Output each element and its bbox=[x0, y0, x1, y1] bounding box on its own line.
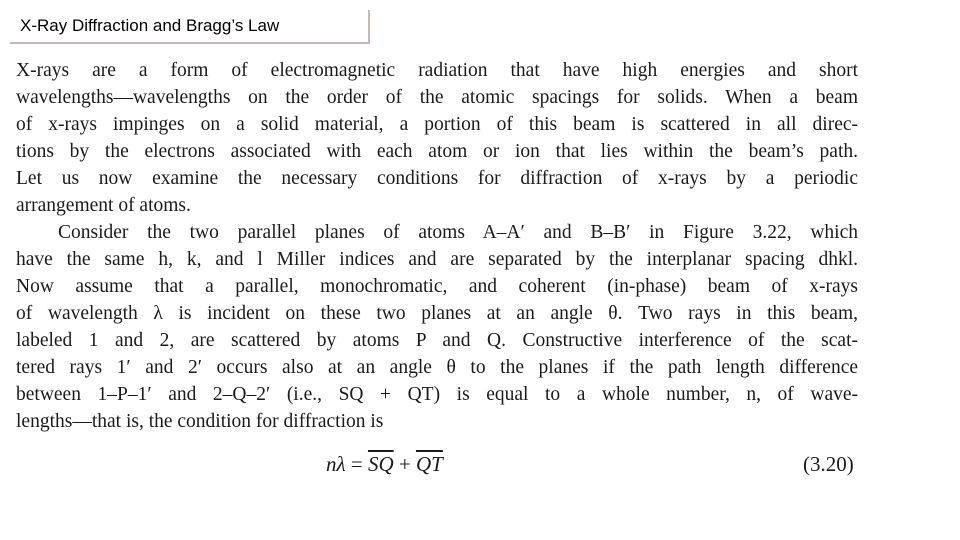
slide-title-box bbox=[10, 10, 370, 44]
text-line: Consider the two parallel planes of atoms A–A′ and B–B′ in Figure 3.22, which bbox=[58, 222, 858, 243]
text-line: labeled 1 and 2, are scattered by atoms P and Q. Constructive interference of the scat- bbox=[16, 330, 858, 351]
text-line: lengths—that is, the condition for diffraction is bbox=[16, 411, 384, 432]
equation-plus: + bbox=[398, 452, 411, 476]
text-line: of wavelength λ is incident on these two planes at an angle θ. Two rays in this beam, bbox=[16, 303, 858, 324]
slide-title: X-Ray Diffraction and Bragg’s Law bbox=[20, 16, 280, 35]
text-line: of x-rays impinges on a solid material, a portion of this beam is scattered in all direc- bbox=[16, 114, 858, 135]
text-line: arrangement of atoms. bbox=[16, 195, 191, 216]
text-line: wavelengths—wavelengths on the order of the atomic spacings for solids. When a beam bbox=[16, 87, 858, 108]
equation-number: (3.20) bbox=[803, 452, 854, 476]
text-line: have the same h, k, and l Miller indices and are separated by the interplanar spacing dhkl. bbox=[16, 249, 858, 270]
text-line: Let us now examine the necessary conditions for diffraction of x-rays by a periodic bbox=[16, 168, 858, 189]
body-text bbox=[16, 57, 858, 435]
text-line: X-rays are a form of electromagnetic radiation that have high energies and short bbox=[16, 60, 858, 81]
text-line: tions by the electrons associated with each atom or ion that lies within the beam’s path. bbox=[16, 141, 858, 162]
equation-term-qt: $\overline{QT}$ bbox=[415, 452, 443, 476]
equation-lhs: nλ bbox=[326, 452, 346, 476]
text-line: tered rays 1′ and 2′ occurs also at an angle θ to the planes if the path length difference bbox=[16, 357, 858, 378]
equation-equals: = bbox=[350, 452, 363, 476]
text-line: Now assume that a parallel, monochromatic, and coherent (in-phase) beam of x-rays bbox=[16, 276, 858, 297]
bragg-equation bbox=[326, 452, 443, 477]
text-line: between 1–P–1′ and 2–Q–2′ (i.e., SQ + QT) is equal to a whole number, n, of wave- bbox=[16, 384, 858, 405]
equation-term-sq: $\overline{SQ}$ bbox=[367, 452, 394, 476]
